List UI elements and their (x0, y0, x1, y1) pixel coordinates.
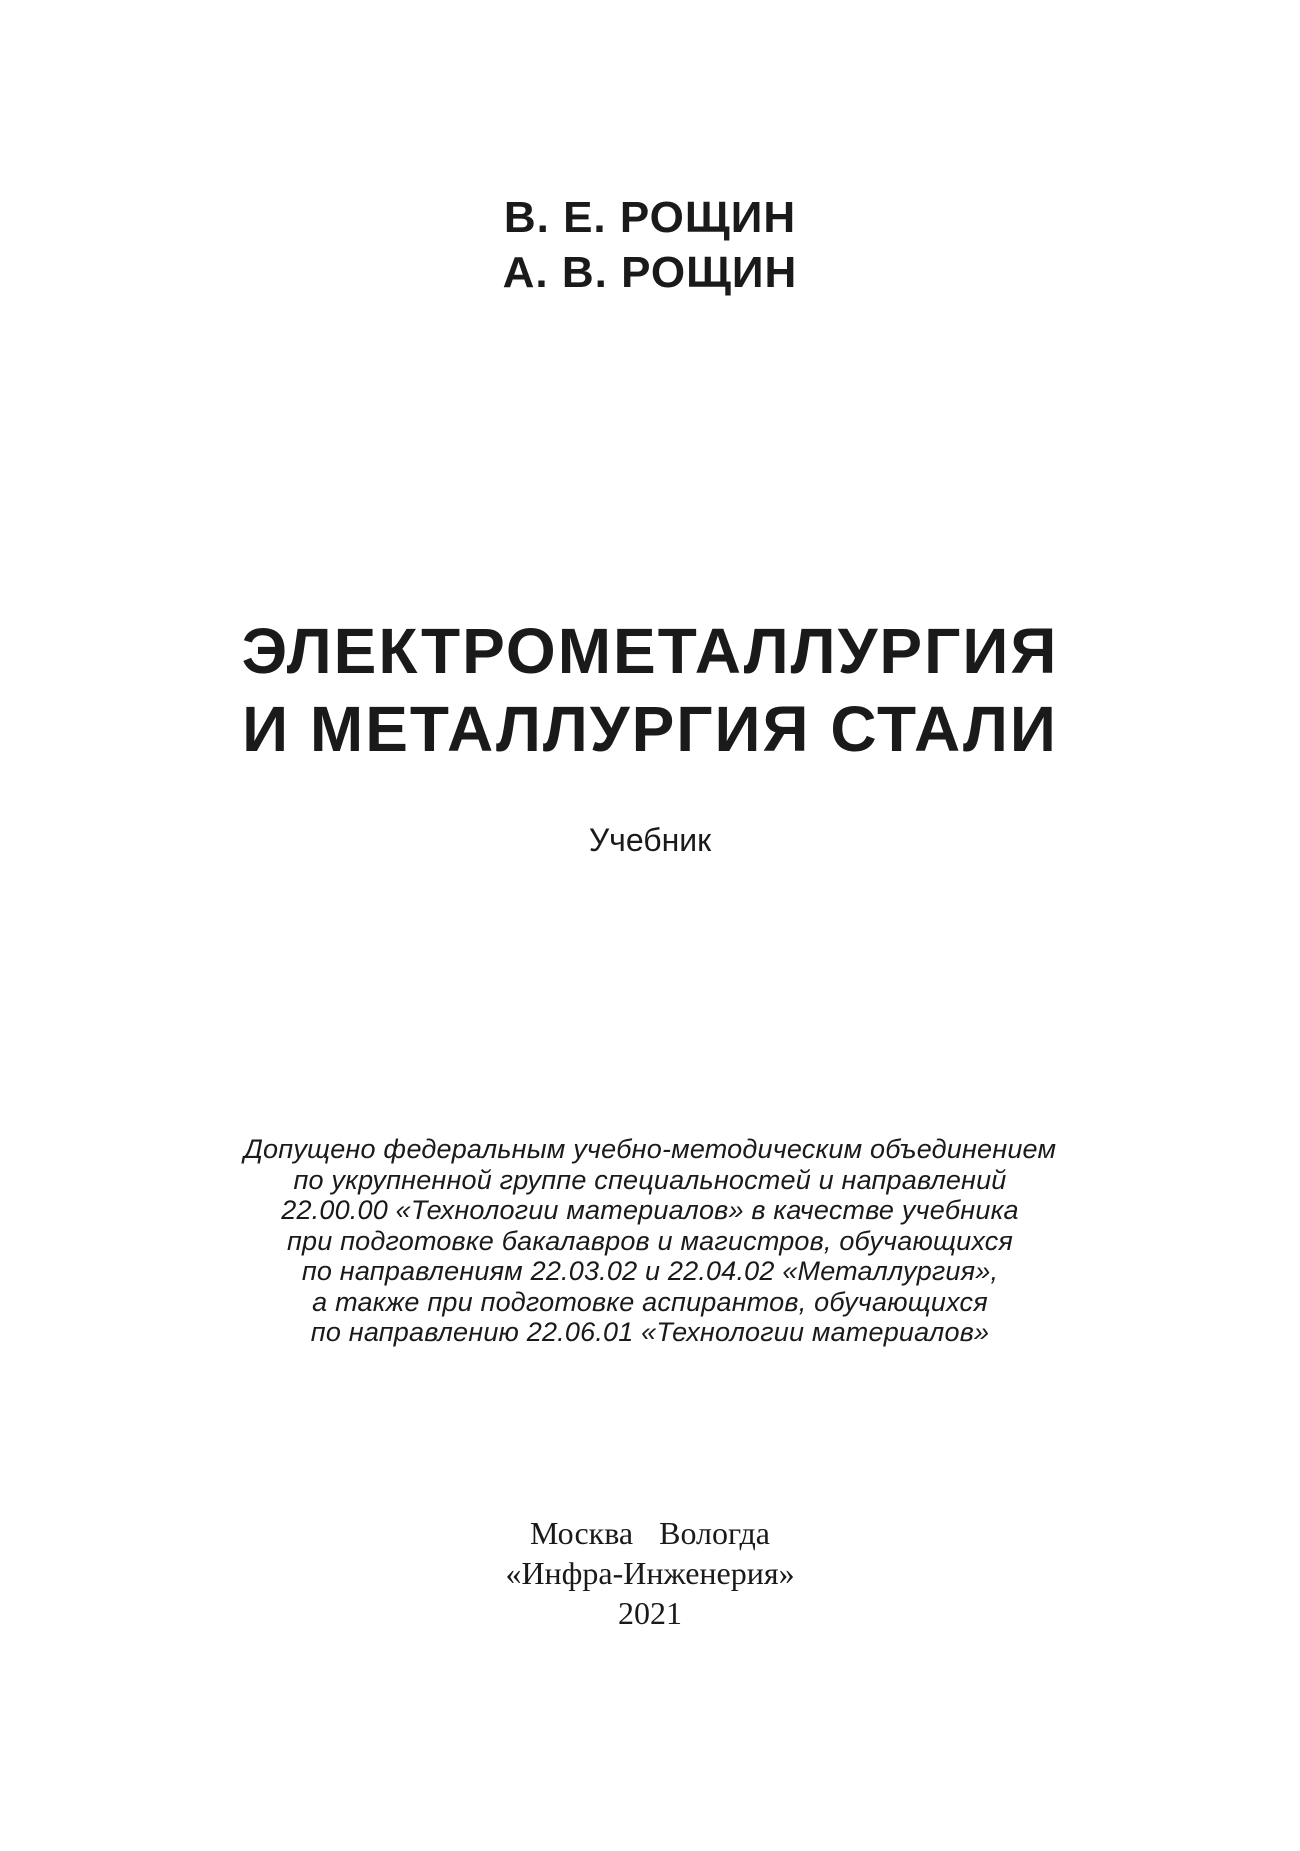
approval-statement (0, 1134, 1300, 1348)
approval-line: по направлениям 22.03.02 и 22.04.02 «Металлургия», (301, 1256, 999, 1286)
approval-line: по направлению 22.06.01 «Технологии материалов» (310, 1317, 990, 1347)
book-title (0, 612, 1300, 768)
approval-line: а также при подготовке аспирантов, обучающихся (312, 1286, 988, 1317)
imprint-city: Вологда (659, 1515, 770, 1551)
imprint-year: 2021 (618, 1595, 682, 1631)
imprint-city: Москва (530, 1515, 634, 1551)
approval-line: Допущено федеральным учебно-методическим объединением (243, 1134, 1057, 1164)
author-name: А. В. РОЩИН (502, 248, 798, 297)
imprint (0, 1513, 1300, 1633)
approval-line: при подготовке бакалавров и магистров, обучающихся (286, 1225, 1014, 1256)
book-subtitle: Учебник (588, 822, 712, 858)
author-name: В. Е. РОЩИН (503, 193, 797, 242)
approval-line: 22.00.00 «Технологии материалов» в качестве учебника (281, 1195, 1019, 1225)
imprint-cities (0, 1513, 1300, 1553)
approval-line: по укрупненной группе специальностей и направлений (293, 1164, 1007, 1195)
authors (0, 190, 1300, 300)
book-title-line: ЭЛЕКТРОМЕТАЛЛУРГИЯ (241, 615, 1059, 687)
book-title-line: И МЕТАЛЛУРГИЯ СТАЛИ (242, 693, 1058, 765)
imprint-publisher: «Инфра-Инженерия» (505, 1555, 795, 1591)
